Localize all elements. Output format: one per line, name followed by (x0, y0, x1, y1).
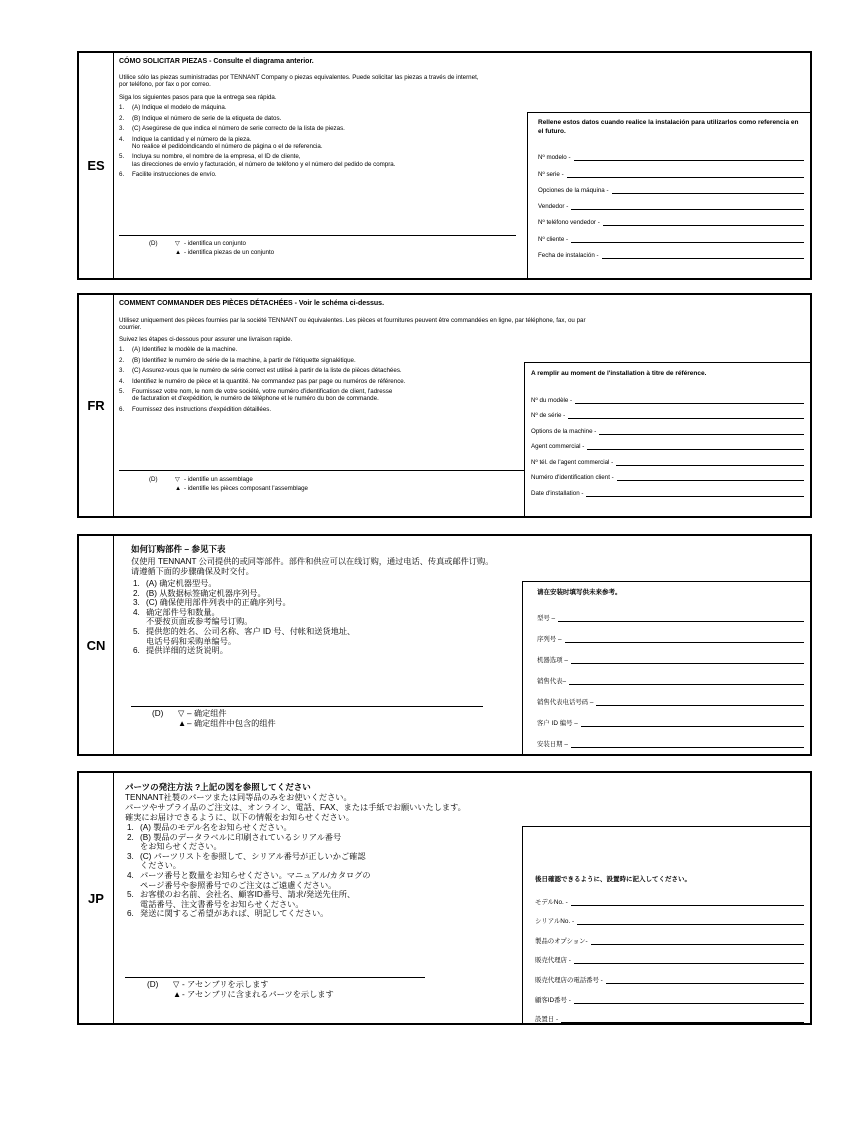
section-title: パーツの発注方法 ?上記の図を参照してください (125, 782, 311, 792)
filled-triangle-icon: ▲ (173, 990, 182, 999)
step-item: 2. (B) 製品のデータラベルに印刷されているシリアル番号 をお知らせください。 (127, 832, 342, 852)
step-item: 6. Facilite instrucciones de envío. (119, 171, 217, 179)
intro-text: Utilice sólo las piezas suministradas por TENNANT Company o piezas equivalentes. Puede solicitar las piezas a través de internet, por teléfono, por fax o por correo. (119, 74, 479, 89)
step-item: 2. (B) Indique el número de serie de la etiqueta de datos. (119, 114, 282, 122)
field-customer[interactable]: Nº cliente - (538, 226, 804, 242)
field-list (531, 388, 804, 497)
step-item: 4. Indique la cantidad y el número de la pieza. No realice el pedidoindicando el número de página o el de referencia. (119, 135, 323, 150)
field-dealer[interactable]: Agent commercial - (531, 435, 804, 451)
field-list (535, 886, 804, 1023)
filled-triangle-icon: ▲ (175, 484, 182, 492)
field-model[interactable]: Nº du modèle - (531, 388, 804, 404)
field-customer[interactable]: 顧客ID番号 - (535, 984, 804, 1004)
step-item: 4. 确定部件号和数量。 不要按页面或参考编号订购。 (133, 607, 253, 627)
field-dealer[interactable]: 販売代理店 - (535, 945, 804, 965)
field-install-date[interactable]: 安装日期 – (537, 727, 804, 748)
follow-text: 请遵循下面的步骤确保及时交付。 (131, 567, 254, 576)
symbol-legend: (D) ▽ - identifie un assemblage ▲ - identifie les pièces composant l'assemblage (149, 476, 308, 492)
step-item: 1. (A) 製品のモデル名をお知らせください。 (127, 823, 292, 832)
section-title: 如何订购部件 – 参见下表 (131, 544, 226, 554)
follow-text: 確実にお届けできるように、以下の情報をお知らせください。 (125, 813, 355, 822)
step-item: 4. パーツ番号と数量をお知らせください。マニュアル/カタログの ページ番号や参照番号でのご注文はご遠慮ください。 (127, 870, 371, 890)
symbol-legend: (D) ▽ - identifica un conjunto ▲ - identifica piezas de un conjunto (149, 240, 275, 256)
field-options[interactable]: 机器选项 – (537, 643, 804, 664)
field-serial[interactable]: Nº serie - (538, 161, 804, 177)
installation-reference-box (522, 826, 810, 1023)
symbol-legend: (D) ▽ – 确定组件 ▲– 确定组件中包含的组件 (152, 709, 276, 728)
field-dealer-phone[interactable]: 販売代理店の電話番号 - (535, 964, 804, 984)
follow-text: Siga los siguientes pasos para que la entrega sea rápida. (119, 93, 277, 101)
filled-triangle-icon: ▲ (178, 719, 187, 728)
follow-text: Suivez les étapes ci-dessous pour assurer une livraison rapide. (119, 335, 293, 343)
divider (119, 470, 524, 471)
intro-text: TENNANT社製のパーツまたは同等品のみをお使いください。 パーツやサプライ品のご注文は、オンライン、電話、FAX、または手紙でお願いいたします。 (125, 793, 466, 812)
field-install-date[interactable]: 設置日 - (535, 1004, 804, 1024)
open-triangle-icon: ▽ (173, 980, 180, 989)
section-jp (77, 771, 812, 1025)
field-dealer[interactable]: Vendedor - (538, 194, 804, 210)
field-serial[interactable]: シリアルNo. - (535, 906, 804, 926)
intro-text: 仅使用 TENNANT 公司提供的或同等部件。部件和供应可以在线订购，通过电话、传真或邮件订购。 (131, 557, 494, 566)
field-model[interactable]: 型号 – (537, 601, 804, 622)
box-title: Rellene estos datos cuando realice la instalación para utilizarlos como referencia en el futuro. (538, 119, 799, 135)
filled-triangle-icon: ▲ (175, 248, 182, 256)
section-fr (77, 293, 812, 518)
field-dealer-phone[interactable]: 销售代表电话号码 – (537, 685, 804, 706)
field-options[interactable]: Opciones de la máquina - (538, 178, 804, 194)
section-cn (77, 534, 812, 756)
section-es (77, 51, 812, 280)
step-item: 1. (A) Identifiez le modèle de la machine. (119, 346, 238, 354)
divider (119, 235, 516, 236)
field-list (538, 145, 804, 259)
step-item: 5. お客様のお名前、会社名、顧客ID番号、請求/発送先住所、 電話番号、注文書番号をお知らせください。 (127, 890, 356, 909)
field-dealer[interactable]: 销售代表– (537, 664, 804, 685)
box-title: 请在安装时填写供未来参考。 (537, 589, 622, 596)
step-item: 3. (C) Assurez-vous que le numéro de série correct est utilisé à partir de la liste de pièces détachées. (119, 367, 402, 375)
divider (125, 977, 425, 978)
language-label: JP (79, 773, 114, 1023)
language-label: CN (79, 536, 114, 754)
step-item: 5. Incluya su nombre, el nombre de la empresa, el ID de cliente, las direcciones de envío y facturación, el número de teléfono y el número del pedido de compra. (119, 153, 396, 168)
section-title: COMMENT COMMANDER DES PIÈCES DÉTACHÉES - Voir le schéma ci-dessus. (119, 300, 385, 307)
box-title: 後日確認できるように、設置時に記入してください。 (535, 876, 691, 883)
field-list (537, 601, 804, 748)
step-item: 2. (B) 从数据标签确定机器序列号。 (133, 588, 266, 598)
installation-reference-box (522, 581, 810, 754)
step-item: 3. (C) パーツリストを参照して、シリアル番号が正しいかご確認 ください。 (127, 851, 366, 871)
intro-text: Utilisez uniquement des pièces fournies par la société TENNANT ou équivalentes. Les pièces et fournitures peuvent être commandées en ligne, par téléphone, fax, ou par courrier. (119, 317, 586, 332)
field-dealer-phone[interactable]: Nº tél. de l'agent commercial - (531, 450, 804, 466)
field-model[interactable]: Nº modelo - (538, 145, 804, 161)
step-item: 6. Fournissez des instructions d'expédition détaillées. (119, 405, 272, 413)
step-item: 2. (B) Identifiez le numéro de série de la machine, à partir de l'étiquette signalétique. (119, 356, 356, 364)
step-item: 5. Fournissez votre nom, le nom de votre société, votre numéro d'identification de client, l'adresse de facturation et d'expédition, le numéro de téléphone et le numéro du bon de commande. (119, 388, 393, 403)
open-triangle-icon: ▽ (175, 240, 180, 247)
field-install-date[interactable]: Fecha de instalación - (538, 243, 804, 259)
open-triangle-icon: ▽ (175, 476, 180, 483)
step-item: 1. (A) 确定机器型号。 (133, 579, 217, 588)
step-item: 6. 提供详细的送货说明。 (133, 646, 228, 656)
field-customer[interactable]: Numéro d'identification client - (531, 466, 804, 482)
language-label: ES (79, 53, 114, 278)
step-item: 3. (C) Asegúrese de que indica el número de serie correcto de la lista de piezas. (119, 125, 345, 133)
language-label: FR (79, 295, 114, 516)
installation-reference-box (527, 112, 810, 278)
field-options[interactable]: Options de la machine - (531, 419, 804, 435)
field-model[interactable]: モデルNo. - (535, 886, 804, 906)
divider (131, 706, 483, 707)
step-item: 4. Identifiez le numéro de pièce et la quantité. Ne commandez pas par page ou numéros de référence. (119, 377, 406, 385)
field-serial[interactable]: 序列号 – (537, 622, 804, 643)
section-title: CÓMO SOLICITAR PIEZAS - Consulte el diagrama anterior. (119, 58, 314, 65)
step-item: 5. 提供您的姓名、公司名称、客户 ID 号、付帐和送货地址、 电话号码和采购单编号。 (133, 626, 356, 646)
step-item: 6. 発送に関するご希望があれば、明記してください。 (127, 909, 329, 919)
field-customer[interactable]: 客户 ID 编号 – (537, 706, 804, 727)
open-triangle-icon: ▽ (178, 709, 185, 718)
installation-reference-box (524, 362, 810, 516)
field-install-date[interactable]: Date d'installation - (531, 481, 804, 497)
step-item: 1. (A) Indique el modelo de máquina. (119, 104, 227, 112)
box-title: A remplir au moment de l'installation à titre de référence. (531, 370, 707, 377)
step-item: 3. (C) 确保使用部件列表中的正确序列号。 (133, 598, 291, 608)
field-serial[interactable]: Nº de série - (531, 404, 804, 420)
field-dealer-phone[interactable]: Nº teléfono vendedor - (538, 210, 804, 226)
symbol-legend: (D) ▽ - アセンブリを示します ▲- アセンブリに含まれるパーツを示します (147, 980, 334, 999)
field-options[interactable]: 製品のオプション- (535, 925, 804, 945)
